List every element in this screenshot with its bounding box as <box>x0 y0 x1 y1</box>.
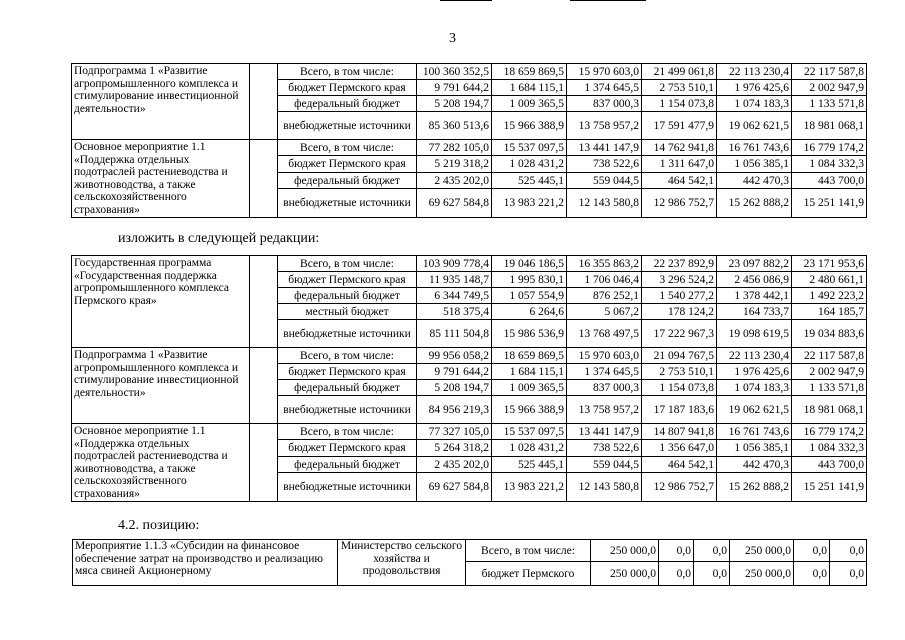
measure-name: Мероприятие 1.1.3 «Субсидии на финансовое обеспечение затрат на производство и реализацию мяса свиней Акционерному <box>73 540 338 586</box>
value-cell: 0,0 <box>794 562 830 586</box>
table-row <box>72 64 867 80</box>
value-cell: 0,0 <box>659 540 694 562</box>
value-cell: 18 981 068,1 <box>792 396 867 424</box>
value-cell: 69 627 584,8 <box>417 189 492 218</box>
value-cell: 22 113 230,4 <box>717 64 792 80</box>
row-label: Всего, в том числе: <box>278 348 417 364</box>
table-row <box>73 540 867 562</box>
value-cell: 19 046 186,5 <box>492 256 567 272</box>
value-cell: 443 700,0 <box>792 456 867 472</box>
row-label: внебюджетные источники <box>278 320 417 348</box>
value-cell: 443 700,0 <box>792 172 867 188</box>
value-cell: 15 966 388,9 <box>492 112 567 140</box>
value-cell: 1 976 425,6 <box>717 364 792 380</box>
value-cell: 11 935 148,7 <box>417 272 492 288</box>
value-cell: 164 185,7 <box>792 304 867 320</box>
row-label: Всего, в том числе: <box>278 64 417 80</box>
value-cell: 2 002 947,9 <box>792 80 867 96</box>
program-name: Подпрограмма 1 «Развитие агропромышленного комплекса и стимулирование инвестиционной деятельности» <box>72 64 250 140</box>
value-cell: 1 995 830,1 <box>492 272 567 288</box>
value-cell: 5 067,2 <box>567 304 642 320</box>
value-cell: 16 779 174,2 <box>792 424 867 440</box>
value-cell: 1 056 385,1 <box>717 156 792 172</box>
value-cell: 559 044,5 <box>567 456 642 472</box>
value-cell: 1 378 442,1 <box>717 288 792 304</box>
value-cell: 15 966 388,9 <box>492 396 567 424</box>
value-cell: 85 360 513,6 <box>417 112 492 140</box>
measure-executor: Министерство сельского хозяйства и продовольствия <box>338 540 466 586</box>
value-cell: 22 117 587,8 <box>792 64 867 80</box>
value-cell: 6 344 749,5 <box>417 288 492 304</box>
value-cell: 2 435 202,0 <box>417 456 492 472</box>
value-cell: 15 251 141,9 <box>792 189 867 218</box>
value-cell: 15 970 603,0 <box>567 348 642 364</box>
row-label: бюджет Пермского края <box>278 364 417 380</box>
value-cell: 0,0 <box>830 562 867 586</box>
value-cell: 19 062 621,5 <box>717 396 792 424</box>
value-cell: 250 000,0 <box>591 562 659 586</box>
value-cell: 15 537 097,5 <box>492 424 567 440</box>
value-cell: 17 591 477,9 <box>642 112 717 140</box>
value-cell: 6 264,6 <box>492 304 567 320</box>
value-cell: 18 659 869,5 <box>492 348 567 364</box>
value-cell: 23 171 953,6 <box>792 256 867 272</box>
value-cell: 14 762 941,8 <box>642 140 717 156</box>
value-cell: 738 522,6 <box>567 156 642 172</box>
value-cell: 16 761 743,6 <box>717 140 792 156</box>
row-label: внебюджетные источники <box>278 112 417 140</box>
value-cell: 19 034 883,6 <box>792 320 867 348</box>
value-cell: 22 113 230,4 <box>717 348 792 364</box>
value-cell: 16 779 174,2 <box>792 140 867 156</box>
value-cell: 1 374 645,5 <box>567 364 642 380</box>
value-cell: 13 441 147,9 <box>567 140 642 156</box>
program-name: Основное мероприятие 1.1 «Поддержка отдельных подотраслей растениеводства и животноводства, а также сельскохозяйственного страхования» <box>72 140 250 218</box>
table-new-values <box>71 255 867 502</box>
value-cell: 518 375,4 <box>417 304 492 320</box>
row-label: Всего, в том числе: <box>278 424 417 440</box>
value-cell: 1 133 571,8 <box>792 380 867 396</box>
value-cell: 13 768 497,5 <box>567 320 642 348</box>
empty-cell <box>250 424 278 502</box>
value-cell: 0,0 <box>830 540 867 562</box>
value-cell: 0,0 <box>694 562 730 586</box>
value-cell: 15 262 888,2 <box>717 189 792 218</box>
value-cell: 12 143 580,8 <box>567 473 642 502</box>
value-cell: 13 758 957,2 <box>567 396 642 424</box>
value-cell: 1 976 425,6 <box>717 80 792 96</box>
table-old-values <box>71 63 867 218</box>
value-cell: 12 143 580,8 <box>567 189 642 218</box>
value-cell: 84 956 219,3 <box>417 396 492 424</box>
value-cell: 15 537 097,5 <box>492 140 567 156</box>
value-cell: 1 684 115,1 <box>492 80 567 96</box>
value-cell: 77 327 105,0 <box>417 424 492 440</box>
value-cell: 837 000,3 <box>567 96 642 112</box>
value-cell: 99 956 058,2 <box>417 348 492 364</box>
value-cell: 77 282 105,0 <box>417 140 492 156</box>
value-cell: 15 251 141,9 <box>792 473 867 502</box>
empty-cell <box>250 64 278 140</box>
table-row <box>72 256 867 272</box>
value-cell: 22 117 587,8 <box>792 348 867 364</box>
value-cell: 9 791 644,2 <box>417 80 492 96</box>
empty-cell <box>250 256 278 348</box>
value-cell: 69 627 584,8 <box>417 473 492 502</box>
row-label: бюджет Пермского края <box>278 440 417 456</box>
value-cell: 442 470,3 <box>717 172 792 188</box>
value-cell: 2 456 086,9 <box>717 272 792 288</box>
program-name: Государственная программа «Государственная поддержка агропромышленного комплекса Пермского края» <box>72 256 250 348</box>
value-cell: 13 983 221,2 <box>492 189 567 218</box>
value-cell: 15 986 536,9 <box>492 320 567 348</box>
row-label: федеральный бюджет <box>278 172 417 188</box>
value-cell: 13 758 957,2 <box>567 112 642 140</box>
value-cell: 1 540 277,2 <box>642 288 717 304</box>
value-cell: 464 542,1 <box>642 172 717 188</box>
value-cell: 2 435 202,0 <box>417 172 492 188</box>
value-cell: 2 480 661,1 <box>792 272 867 288</box>
value-cell: 1 084 332,3 <box>792 440 867 456</box>
row-label: местный бюджет <box>278 304 417 320</box>
value-cell: 1 311 647,0 <box>642 156 717 172</box>
empty-cell <box>250 348 278 424</box>
value-cell: 15 970 603,0 <box>567 64 642 80</box>
value-cell: 876 252,1 <box>567 288 642 304</box>
row-label: Всего, в том числе: <box>278 140 417 156</box>
empty-cell <box>250 140 278 218</box>
value-cell: 164 733,7 <box>717 304 792 320</box>
value-cell: 17 187 183,6 <box>642 396 717 424</box>
value-cell: 464 542,1 <box>642 456 717 472</box>
row-label: федеральный бюджет <box>278 456 417 472</box>
value-cell: 19 098 619,5 <box>717 320 792 348</box>
value-cell: 1 056 385,1 <box>717 440 792 456</box>
table-row <box>72 140 867 156</box>
value-cell: 5 208 194,7 <box>417 96 492 112</box>
value-cell: 18 981 068,1 <box>792 112 867 140</box>
table-row <box>72 348 867 364</box>
position-heading: 4.2. позицию: <box>118 518 200 533</box>
value-cell: 1 009 365,5 <box>492 96 567 112</box>
row-label: внебюджетные источники <box>278 396 417 424</box>
value-cell: 13 983 221,2 <box>492 473 567 502</box>
value-cell: 22 237 892,9 <box>642 256 717 272</box>
value-cell: 250 000,0 <box>730 540 794 562</box>
value-cell: 1 133 571,8 <box>792 96 867 112</box>
value-cell: 0,0 <box>694 540 730 562</box>
value-cell: 1 009 365,5 <box>492 380 567 396</box>
row-label: бюджет Пермского края <box>278 156 417 172</box>
value-cell: 738 522,6 <box>567 440 642 456</box>
value-cell: 1 492 223,2 <box>792 288 867 304</box>
table-row <box>72 424 867 440</box>
value-cell: 103 909 778,4 <box>417 256 492 272</box>
value-cell: 250 000,0 <box>730 562 794 586</box>
value-cell: 1 374 645,5 <box>567 80 642 96</box>
value-cell: 19 062 621,5 <box>717 112 792 140</box>
value-cell: 525 445,1 <box>492 172 567 188</box>
value-cell: 1 684 115,1 <box>492 364 567 380</box>
value-cell: 23 097 882,2 <box>717 256 792 272</box>
row-label: внебюджетные источники <box>278 473 417 502</box>
value-cell: 1 028 431,2 <box>492 440 567 456</box>
row-label: федеральный бюджет <box>278 96 417 112</box>
value-cell: 15 262 888,2 <box>717 473 792 502</box>
row-label: бюджет Пермского края <box>278 272 417 288</box>
value-cell: 18 659 869,5 <box>492 64 567 80</box>
row-label: бюджет Пермского края <box>278 80 417 96</box>
table-measure <box>72 539 867 586</box>
value-cell: 1 706 046,4 <box>567 272 642 288</box>
value-cell: 525 445,1 <box>492 456 567 472</box>
value-cell: 5 208 194,7 <box>417 380 492 396</box>
top-rule-right <box>570 0 646 1</box>
value-cell: 21 499 061,8 <box>642 64 717 80</box>
value-cell: 16 355 863,2 <box>567 256 642 272</box>
value-cell: 178 124,2 <box>642 304 717 320</box>
value-cell: 442 470,3 <box>717 456 792 472</box>
value-cell: 1 028 431,2 <box>492 156 567 172</box>
value-cell: 5 264 318,2 <box>417 440 492 456</box>
row-label: бюджет Пермского <box>466 562 591 586</box>
edit-instruction: изложить в следующей редакции: <box>118 231 320 246</box>
value-cell: 100 360 352,5 <box>417 64 492 80</box>
value-cell: 1 074 183,3 <box>717 96 792 112</box>
row-label: Всего, в том числе: <box>278 256 417 272</box>
value-cell: 1 057 554,9 <box>492 288 567 304</box>
value-cell: 1 154 073,8 <box>642 96 717 112</box>
row-label: внебюджетные источники <box>278 189 417 218</box>
value-cell: 0,0 <box>794 540 830 562</box>
row-label: Всего, в том числе: <box>466 540 591 562</box>
value-cell: 17 222 967,3 <box>642 320 717 348</box>
value-cell: 0,0 <box>659 562 694 586</box>
page-number: 3 <box>449 31 456 46</box>
value-cell: 5 219 318,2 <box>417 156 492 172</box>
value-cell: 12 986 752,7 <box>642 189 717 218</box>
value-cell: 1 074 183,3 <box>717 380 792 396</box>
value-cell: 1 084 332,3 <box>792 156 867 172</box>
row-label: федеральный бюджет <box>278 380 417 396</box>
value-cell: 559 044,5 <box>567 172 642 188</box>
value-cell: 3 296 524,2 <box>642 272 717 288</box>
value-cell: 14 807 941,8 <box>642 424 717 440</box>
value-cell: 21 094 767,5 <box>642 348 717 364</box>
value-cell: 2 002 947,9 <box>792 364 867 380</box>
value-cell: 12 986 752,7 <box>642 473 717 502</box>
value-cell: 13 441 147,9 <box>567 424 642 440</box>
value-cell: 2 753 510,1 <box>642 364 717 380</box>
value-cell: 2 753 510,1 <box>642 80 717 96</box>
value-cell: 9 791 644,2 <box>417 364 492 380</box>
value-cell: 85 111 504,8 <box>417 320 492 348</box>
value-cell: 250 000,0 <box>591 540 659 562</box>
value-cell: 1 356 647,0 <box>642 440 717 456</box>
row-label: федеральный бюджет <box>278 288 417 304</box>
value-cell: 16 761 743,6 <box>717 424 792 440</box>
value-cell: 1 154 073,8 <box>642 380 717 396</box>
value-cell: 837 000,3 <box>567 380 642 396</box>
program-name: Подпрограмма 1 «Развитие агропромышленного комплекса и стимулирование инвестиционной деятельности» <box>72 348 250 424</box>
program-name: Основное мероприятие 1.1 «Поддержка отдельных подотраслей растениеводства и животноводства, а также сельскохозяйственного страхования» <box>72 424 250 502</box>
top-rule-left <box>440 0 492 1</box>
